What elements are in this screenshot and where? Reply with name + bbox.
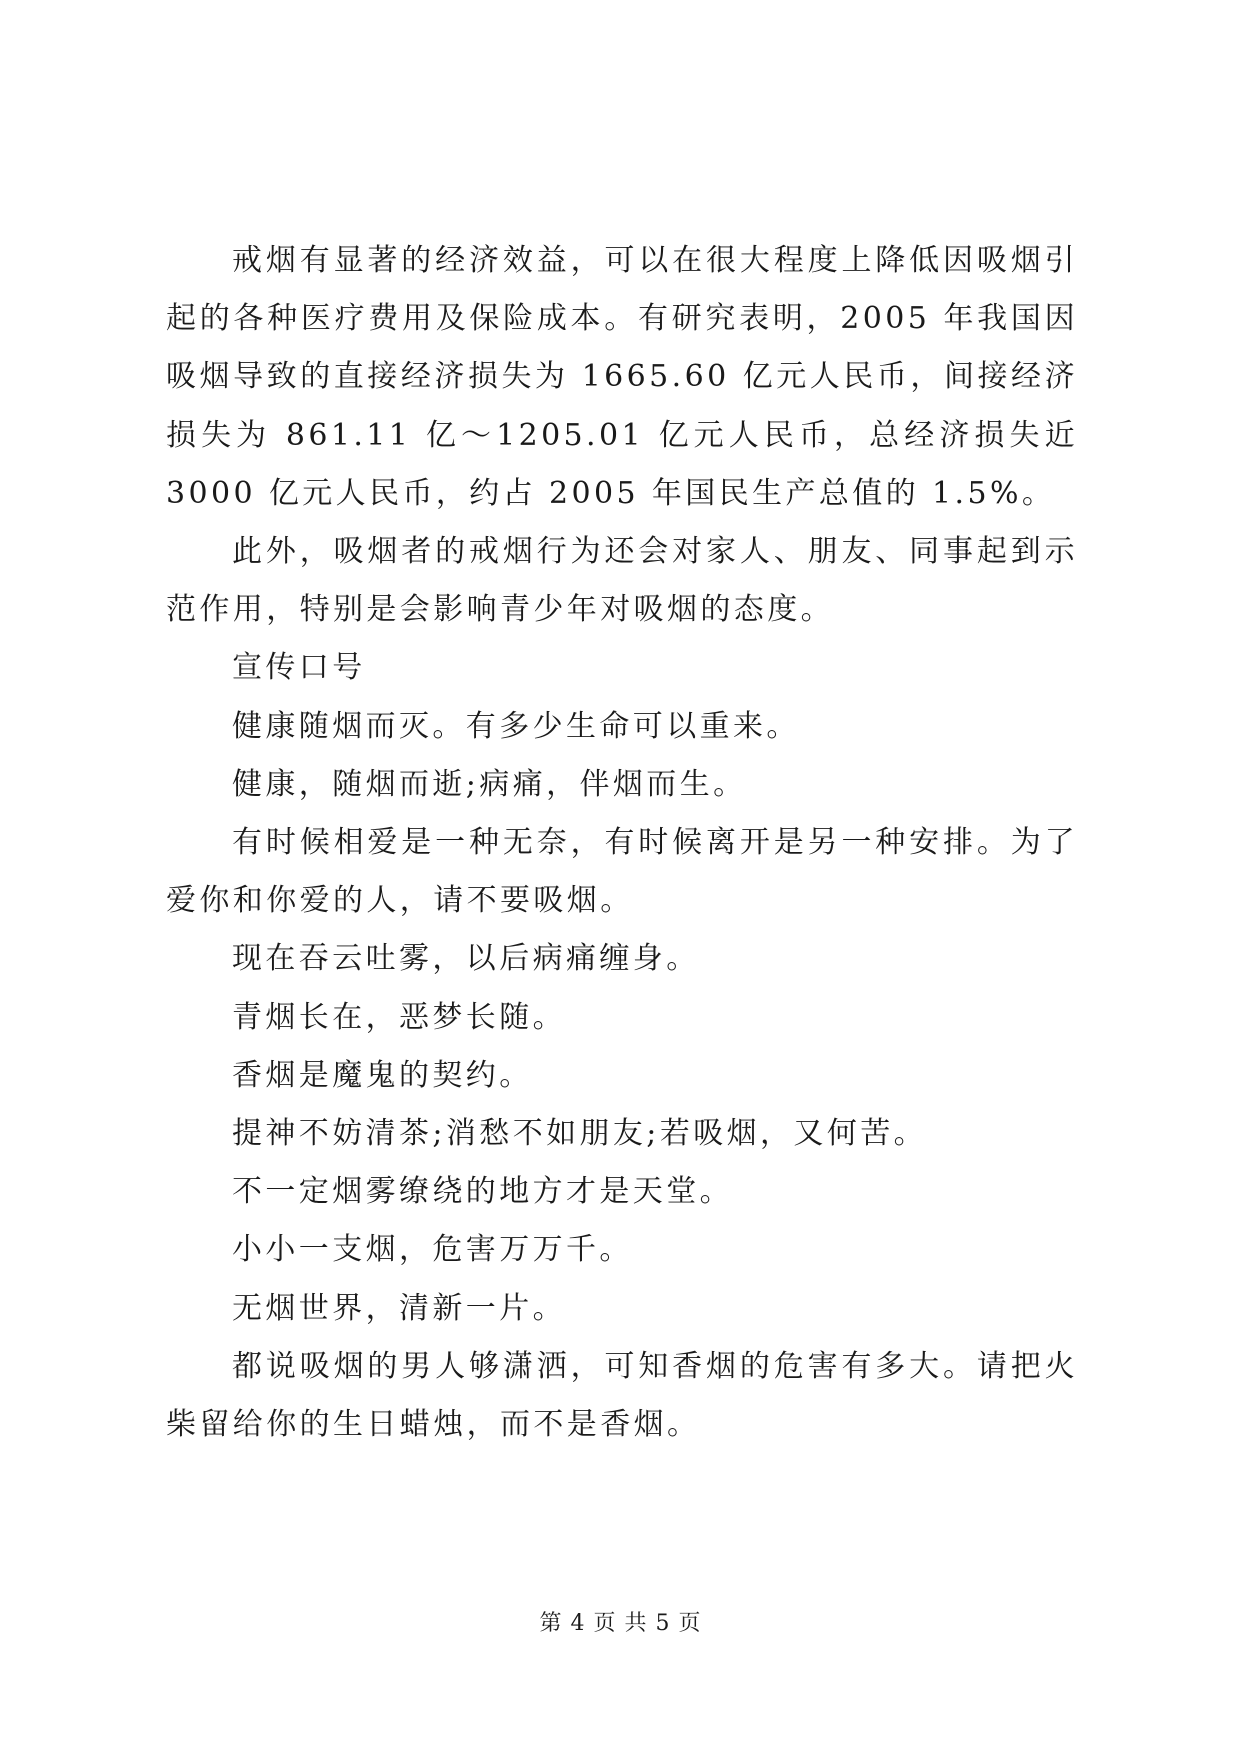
slogan-item: 青烟长在，恶梦长随。: [232, 999, 566, 1035]
slogan-item: 不一定烟雾缭绕的地方才是天堂。: [232, 1174, 733, 1210]
slogan-item: 提神不妨清茶;消愁不如朋友;若吸烟，又何苦。: [232, 1116, 928, 1152]
slogan-item: 香烟是魔鬼的契约。: [232, 1057, 533, 1093]
slogan-item: 无烟世界，清新一片。: [232, 1290, 566, 1326]
slogan-item: 健康，随烟而逝;病痛，伴烟而生。: [232, 766, 747, 802]
page-footer: [0, 1606, 1241, 1637]
slogan-item: 健康随烟而灭。有多少生命可以重来。: [232, 708, 800, 744]
slogan-item: 有时候相爱是一种无奈，有时候离开是另一种安排。为了爱你和你爱的人，请不要吸烟。: [166, 825, 1078, 919]
section-heading-slogans: 宣传口号: [232, 650, 366, 686]
paragraph-role-model: 此外，吸烟者的戒烟行为还会对家人、朋友、同事起到示范作用，特别是会影响青少年对吸烟的态度。: [166, 534, 1078, 628]
document-body: [166, 232, 1078, 1454]
slogan-item: 小小一支烟，危害万万千。: [232, 1232, 633, 1268]
slogan-item: 现在吞云吐雾，以后病痛缠身。: [232, 941, 700, 977]
paragraph-economic-benefit: 戒烟有显著的经济效益，可以在很大程度上降低因吸烟引起的各种医疗费用及保险成本。有研究表明，2005 年我国因吸烟导致的直接经济损失为 1665.60 亿元人民币，间接经济损失为 861.11 亿～1205.01 亿元人民币，总经济损失近 3000 亿元人民币，约占 2005 年国民生产总值的 1.5%。: [166, 243, 1078, 511]
page-number-label: 第 4 页 共 5 页: [539, 1611, 702, 1636]
slogan-item: 都说吸烟的男人够潇洒，可知香烟的危害有多大。请把火柴留给你的生日蜡烛，而不是香烟。: [166, 1348, 1078, 1443]
